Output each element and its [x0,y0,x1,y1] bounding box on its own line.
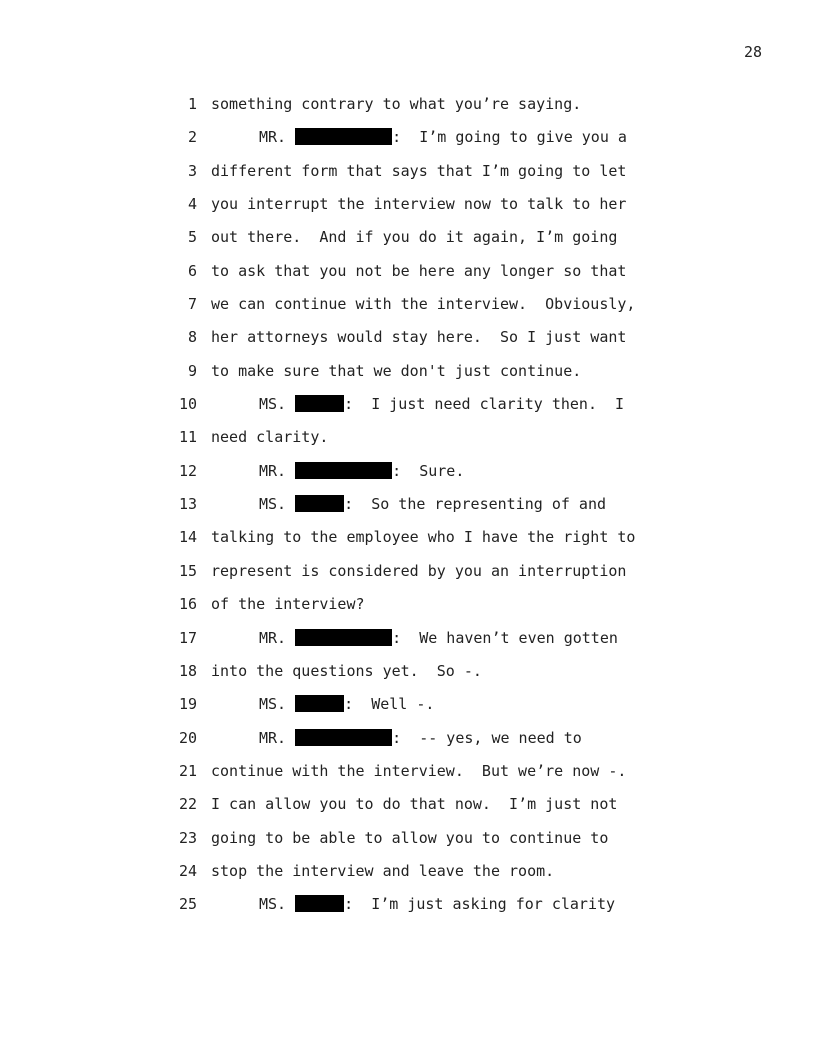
speaker-title: MS. [259,895,296,914]
transcript-line [0,160,816,193]
line-text [259,694,434,714]
redacted-name [295,729,392,746]
redacted-name [295,629,392,646]
speaker-title: MS. [259,395,296,414]
speaker-statement: : I just need clarity then. I [344,395,625,414]
transcript-line [0,693,816,726]
line-number: 23 [178,828,197,847]
line-number: 25 [178,895,197,914]
speaker-statement: : I’m just asking for clarity [344,895,616,914]
line-number: 11 [178,428,197,447]
line-number: 1 [187,95,197,113]
transcript-line [0,893,816,926]
transcript-line [0,126,816,159]
page-number: 28 [743,43,762,61]
line-number: 6 [187,261,197,280]
line-text: into the questions yet. So -. [211,661,482,680]
speaker-statement: : Sure. [392,461,465,480]
speaker-statement: : -- yes, we need to [392,728,582,747]
redacted-name [295,495,344,512]
line-number: 12 [178,461,197,480]
line-text: stop the interview and leave the room. [211,861,555,880]
line-text: of the interview? [211,595,365,614]
transcript-line [0,560,816,593]
redacted-name [295,462,392,479]
transcript-line [0,760,816,793]
transcript-line [0,593,816,626]
line-text: I can allow you to do that now. I’m just not [211,795,618,814]
line-text [259,461,464,481]
line-number: 5 [187,228,197,247]
line-number: 24 [178,861,197,880]
transcript-line [0,860,816,893]
line-number: 9 [187,361,197,380]
line-text: we can continue with the interview. Obviously, [211,295,636,314]
line-number: 18 [178,661,197,680]
line-number: 4 [187,195,197,214]
transcript-line [0,727,816,760]
line-text [259,394,624,414]
transcript-line [0,426,816,459]
speaker-statement: : I’m going to give you a [392,128,627,147]
line-text [259,728,582,748]
line-text: you interrupt the interview now to talk to her [211,195,627,214]
line-number: 2 [187,128,197,147]
transcript-line [0,526,816,559]
speaker-statement: : Well -. [344,695,435,714]
transcript-body [0,93,816,927]
line-text: different form that says that I’m going to let [211,161,627,180]
line-number: 14 [178,528,197,547]
redacted-name [295,695,344,712]
line-number: 22 [178,795,197,814]
speaker-title: MR. [259,728,296,747]
speaker-title: MR. [259,628,296,647]
speaker-statement: : We haven’t even gotten [392,628,618,647]
line-text: talking to the employee who I have the right to [211,528,636,547]
transcript-line [0,360,816,393]
transcript-line [0,660,816,693]
transcript-line [0,293,816,326]
line-number: 7 [187,295,197,314]
line-text: represent is considered by you an interruption [211,561,627,580]
redacted-name [295,395,344,412]
speaker-title: MR. [259,461,296,480]
line-text [259,127,627,147]
transcript-line [0,460,816,493]
transcript-line [0,493,816,526]
line-number: 13 [178,495,197,514]
speaker-title: MS. [259,495,296,514]
line-text: to ask that you not be here any longer so that [211,261,627,280]
line-text: continue with the interview. But we’re now -. [211,761,627,780]
transcript-line [0,93,816,126]
line-text: her attorneys would stay here. So I just want [211,328,627,347]
transcript-line [0,260,816,293]
line-number: 10 [178,395,197,414]
line-text: out there. And if you do it again, I’m going [211,228,618,247]
transcript-line [0,326,816,359]
line-number: 17 [178,628,197,647]
speaker-statement: : So the representing of and [344,495,607,514]
line-number: 15 [178,561,197,580]
line-text: need clarity. [211,428,329,447]
line-text [259,628,618,648]
line-number: 3 [187,161,197,180]
line-text: to make sure that we don't just continue. [211,361,582,380]
transcript-line [0,827,816,860]
line-number: 8 [187,328,197,347]
transcript-line [0,393,816,426]
transcript-line [0,627,816,660]
redacted-name [295,128,392,145]
line-number: 19 [178,695,197,714]
line-text: something contrary to what you’re saying. [211,95,582,113]
line-text [259,494,606,514]
redacted-name [295,895,344,912]
line-number: 20 [178,728,197,747]
line-number: 21 [178,761,197,780]
speaker-title: MR. [259,128,296,147]
line-text: going to be able to allow you to continue to [211,828,609,847]
transcript-line [0,226,816,259]
transcript-line [0,193,816,226]
transcript-line [0,793,816,826]
speaker-title: MS. [259,695,296,714]
line-number: 16 [178,595,197,614]
line-text [259,894,615,914]
